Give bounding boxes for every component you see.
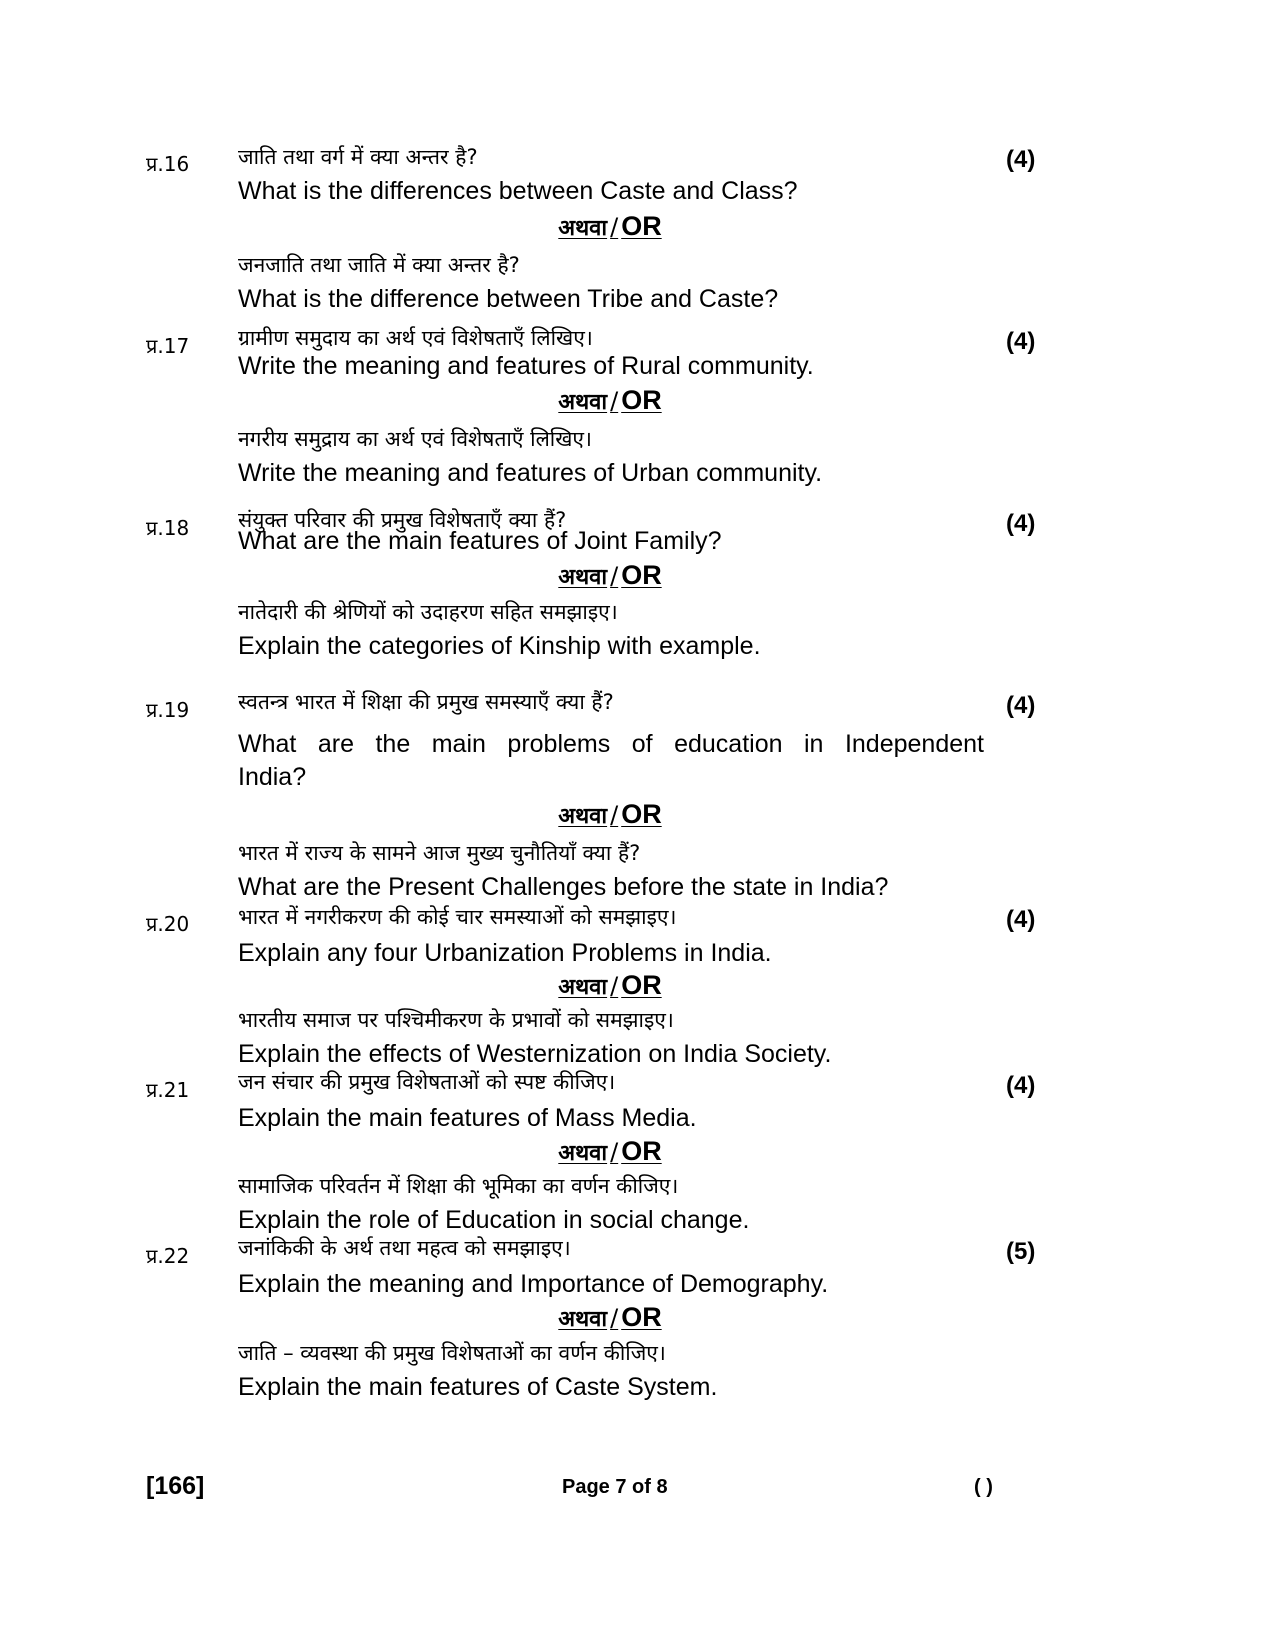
question-hindi: स्वतन्त्र भारत में शिक्षा की प्रमुख समस्याएँ क्या हैं?: [238, 690, 614, 714]
paper-code: [166]: [146, 1472, 205, 1500]
or-separator: [0, 970, 1220, 1001]
alternative-hindi: नगरीय समुद्राय का अर्थ एवं विशेषताएँ लिखिए।: [238, 427, 593, 451]
question-hindi: जनांकिकी के अर्थ तथा महत्व को समझाइए।: [238, 1236, 571, 1260]
question-hindi: भारत में नगरीकरण की कोई चार समस्याओं को समझाइए।: [238, 905, 677, 929]
question-english: What are the main problems of education in Independent: [238, 730, 984, 758]
or-separator: [0, 385, 1220, 416]
alternative-english: Explain the effects of Westernization on India Society.: [238, 1040, 832, 1068]
or-slash: /: [610, 1304, 619, 1332]
question-hindi: ग्रामीण समुदाय का अर्थ एवं विशेषताएँ लिखिए।: [238, 326, 593, 350]
question-marks: (4): [1006, 510, 1036, 537]
or-slash: /: [610, 213, 619, 241]
question-marks: (4): [1006, 1072, 1036, 1099]
or-english: OR: [621, 211, 662, 241]
or-hindi: अथवा: [558, 804, 608, 829]
or-english: OR: [621, 1136, 662, 1166]
question-number: प्र.21: [146, 1078, 190, 1102]
alternative-english: Explain the role of Education in social change.: [238, 1206, 750, 1234]
or-english: OR: [621, 799, 662, 829]
alternative-hindi: सामाजिक परिवर्तन में शिक्षा की भूमिका का वर्णन कीजिए।: [238, 1174, 679, 1198]
or-slash: /: [610, 972, 619, 1000]
question-hindi: जाति तथा वर्ग में क्या अन्तर है?: [238, 145, 478, 169]
or-hindi: अथवा: [558, 975, 608, 1000]
question-english: Explain the main features of Mass Media.: [238, 1104, 697, 1132]
question-english: Write the meaning and features of Rural community.: [238, 352, 814, 380]
or-hindi: अथवा: [558, 390, 608, 415]
or-separator: [0, 1136, 1220, 1167]
question-marks: (5): [1006, 1238, 1036, 1265]
question-hindi: जन संचार की प्रमुख विशेषताओं को स्पष्ट कीजिए।: [238, 1070, 616, 1094]
or-separator: [0, 560, 1220, 591]
question-english-continued: India?: [238, 763, 307, 791]
alternative-english: What is the difference between Tribe and Caste?: [238, 285, 779, 313]
alternative-english: Explain the categories of Kinship with example.: [238, 632, 761, 660]
question-hindi: संयुक्त परिवार की प्रमुख विशेषताएँ क्या हैं?: [238, 508, 567, 532]
alternative-english: What are the Present Challenges before the state in India?: [238, 873, 889, 901]
page-number: Page 7 of 8: [562, 1476, 668, 1498]
question-english: Explain any four Urbanization Problems in India.: [238, 939, 772, 967]
or-hindi: अथवा: [558, 1307, 608, 1332]
alternative-english: Explain the main features of Caste System.: [238, 1373, 718, 1401]
question-marks: (4): [1006, 146, 1036, 173]
or-separator: [0, 1302, 1220, 1333]
or-english: OR: [621, 1302, 662, 1332]
question-marks: (4): [1006, 328, 1036, 355]
or-slash: /: [610, 1138, 619, 1166]
or-english: OR: [621, 560, 662, 590]
question-marks: (4): [1006, 692, 1036, 719]
question-marks: (4): [1006, 906, 1036, 933]
alternative-hindi: जाति – व्यवस्था की प्रमुख विशेषताओं का वर्णन कीजिए।: [238, 1341, 666, 1365]
alternative-hindi: भारतीय समाज पर पश्चिमीकरण के प्रभावों को समझाइए।: [238, 1008, 674, 1032]
question-english: What is the differences between Caste and Class?: [238, 177, 798, 205]
footer-parentheses: ( ): [974, 1476, 993, 1498]
or-english: OR: [621, 970, 662, 1000]
alternative-hindi: भारत में राज्य के सामने आज मुख्य चुनौतियाँ क्या हैं?: [238, 841, 641, 865]
question-number: प्र.18: [146, 516, 190, 540]
or-slash: /: [610, 562, 619, 590]
or-hindi: अथवा: [558, 216, 608, 241]
question-english: What are the main features of Joint Family?: [238, 527, 722, 555]
alternative-hindi: नातेदारी की श्रेणियों को उदाहरण सहित समझाइए।: [238, 600, 618, 624]
question-number: प्र.16: [146, 152, 190, 176]
question-number: प्र.17: [146, 334, 190, 358]
question-english: Explain the meaning and Importance of Demography.: [238, 1270, 829, 1298]
or-hindi: अथवा: [558, 1141, 608, 1166]
or-slash: /: [610, 387, 619, 415]
or-hindi: अथवा: [558, 565, 608, 590]
question-number: प्र.19: [146, 698, 190, 722]
question-number: प्र.20: [146, 912, 190, 936]
or-separator: [0, 211, 1220, 242]
alternative-english: Write the meaning and features of Urban community.: [238, 459, 823, 487]
or-slash: /: [610, 801, 619, 829]
or-english: OR: [621, 385, 662, 415]
alternative-hindi: जनजाति तथा जाति में क्या अन्तर है?: [238, 253, 520, 277]
or-separator: [0, 799, 1220, 830]
question-number: प्र.22: [146, 1244, 190, 1268]
